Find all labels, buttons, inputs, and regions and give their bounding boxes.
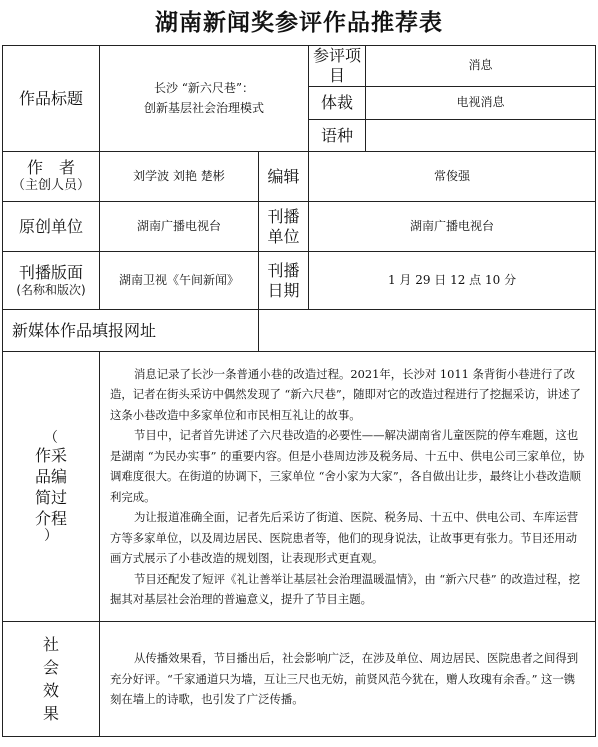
- process-label-open-paren: （: [44, 429, 58, 446]
- effect-text: [100, 622, 596, 737]
- process-paragraph-1: 消息记录了长沙一条普通小巷的改造过程。2021年，长沙对 1011 条背街小巷进行了改造，记者在街头采访中偶然发现了 “新六尺巷”，随即对它的改造过程进行了挖掘采访，讲述了这条小巷改造中多家单位和市民相互礼让的故事。: [110, 366, 581, 422]
- pub-date-value: 1 月 29 日 12 点 10 分: [309, 252, 596, 310]
- project-value: 消息: [366, 46, 596, 87]
- pub-date-label: [259, 252, 309, 310]
- work-title-line-2: 创新基层社会治理模式: [144, 100, 265, 115]
- edition-value: 湖南卫视《午间新闻》: [100, 252, 259, 310]
- editor-value: 常俊强: [309, 152, 596, 202]
- work-title-value: [100, 46, 309, 152]
- project-label: 参评项目: [309, 46, 366, 87]
- effect-label: [3, 622, 100, 737]
- pub-unit-value: 湖南广播电视台: [309, 202, 596, 252]
- process-label-line-3: 简过: [34, 487, 67, 507]
- pub-unit-label-line-1: 刊播: [267, 206, 300, 226]
- new-media-value: [259, 310, 596, 352]
- form-title: 湖南新闻奖参评作品推荐表: [155, 9, 443, 36]
- pub-date-label-line-2: 日期: [267, 280, 300, 300]
- recommendation-form-table: [2, 45, 596, 737]
- edition-sublabel: (名称和版次): [16, 283, 86, 297]
- pub-unit-label-line-2: 单位: [267, 226, 300, 246]
- process-paragraph-3: 为让报道准确全面，记者先后采访了街道、医院、税务局、十五中、供电公司、车库运营方等多家单位，以及周边居民、医院患者等，他们的现身说法，让故事更有张力。节目还用动画方式展示了小巷改造的规划图，让表现形式更直观。: [110, 510, 579, 565]
- origin-label: 原创单位: [3, 202, 100, 252]
- origin-value: 湖南广播电视台: [100, 202, 259, 252]
- work-title-line-1: 长沙 “新六尺巷”：: [153, 81, 255, 96]
- pub-date-label-line-1: 刊播: [267, 260, 300, 280]
- effect-paragraph: 从传播效果看，节目播出后，社会影响广泛，在涉及单位、周边居民、医院患者之间得到充分好评。“千家通道只为墙，互让三尺也无妨，前贤风范今犹在，赠人玫瑰有余香。” 这一镌刻在墙上的诗歌，也引发了广泛传播。: [110, 651, 579, 707]
- effect-label-line-1: 社: [42, 635, 59, 654]
- process-label-line-1: 作采: [34, 445, 67, 465]
- author-label-cell: [3, 152, 100, 202]
- process-text: [100, 352, 596, 622]
- effect-label-line-4: 果: [42, 704, 59, 723]
- process-label-line-2: 品编: [34, 466, 67, 486]
- editor-label: 编辑: [259, 152, 309, 202]
- language-value: [366, 120, 596, 152]
- new-media-label: 新媒体作品填报网址: [3, 310, 259, 352]
- genre-value: 电视消息: [366, 87, 596, 120]
- process-label: [3, 352, 100, 622]
- author-value: 刘学波 刘艳 楚彬: [100, 152, 259, 202]
- process-paragraph-4: 节目还配发了短评《礼让善举让基层社会治理温暖温情》，由 “新六尺巷” 的改造过程，挖掘其对基层社会治理的普遍意义，提升了节目主题。: [110, 571, 580, 606]
- effect-label-line-3: 效: [42, 681, 59, 700]
- process-paragraph-2: 节目中，记者首先讲述了六尺巷改造的必要性——解决湖南省儿童医院的停车难题，这也是湖南 “为民办实事” 的重要内容。但是小巷周边涉及税务局、十五中、供电公司三家单位，协调难度很大。在街道的协调下，三家单位 “舍小家为大家”，各自做出让步，最终让小巷改造顺利完成。: [110, 428, 585, 504]
- edition-label: 刊播版面: [18, 263, 83, 282]
- process-label-line-4: 介程: [34, 508, 67, 528]
- genre-label: 体裁: [309, 87, 366, 120]
- author-label: 作 者: [26, 158, 75, 178]
- pub-unit-label: [259, 202, 309, 252]
- process-label-close-paren: ）: [44, 527, 58, 544]
- effect-label-line-2: 会: [42, 658, 59, 677]
- language-label: 语种: [309, 120, 366, 152]
- edition-label-cell: [3, 252, 100, 310]
- author-sublabel: （主创人员）: [11, 178, 90, 194]
- work-title-label: 作品标题: [3, 46, 100, 152]
